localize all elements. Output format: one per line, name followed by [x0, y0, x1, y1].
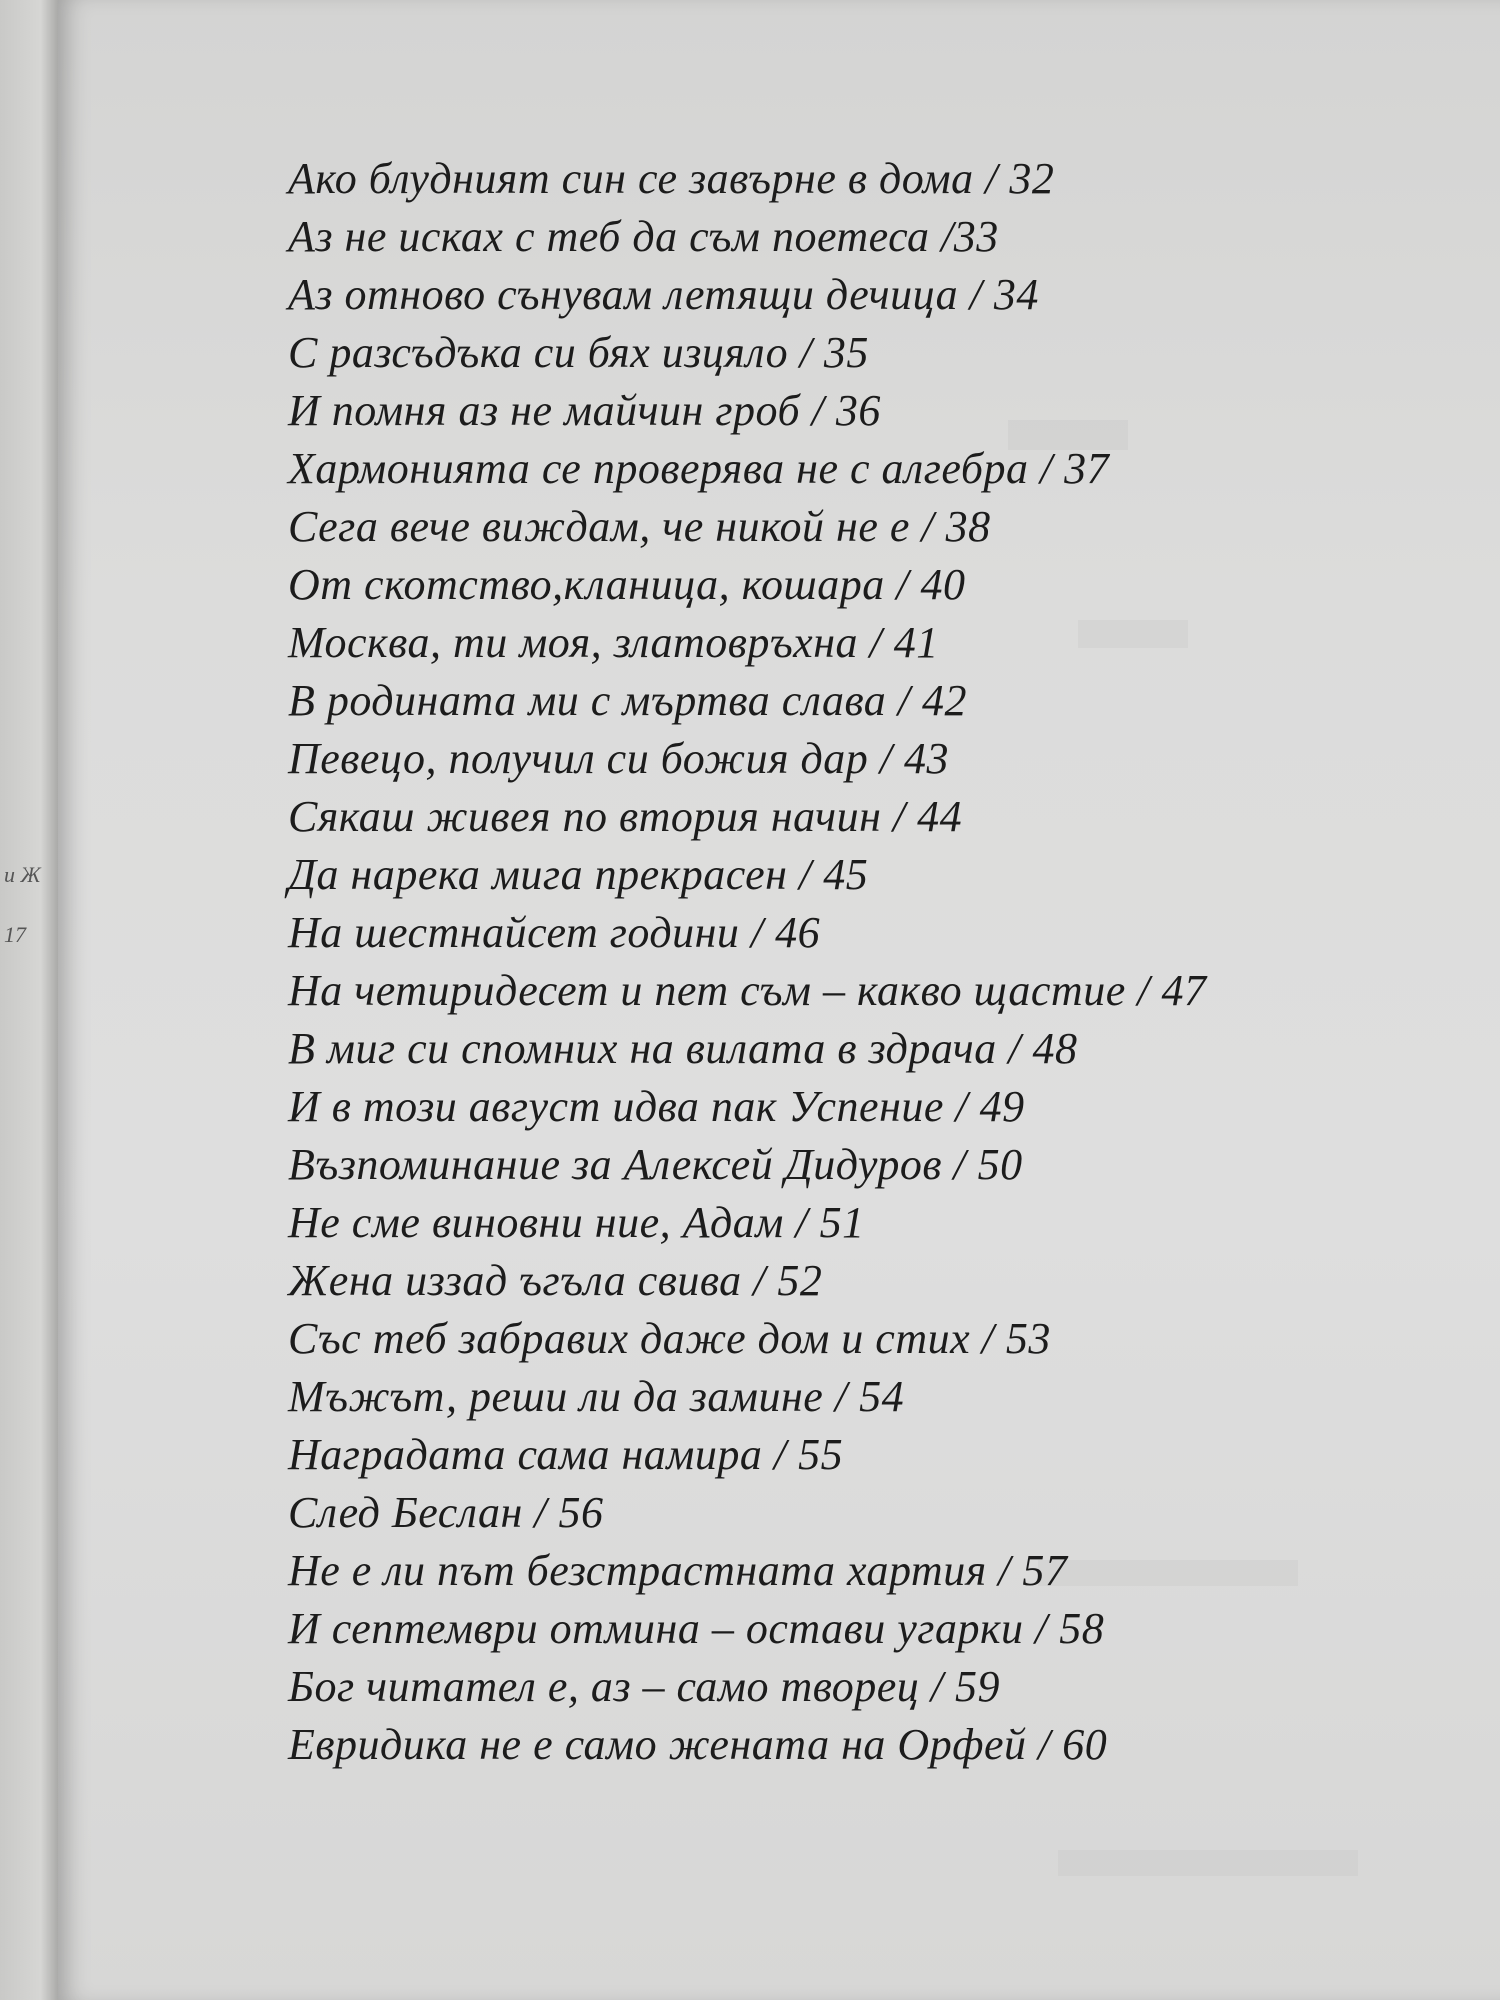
toc-entry: Наградата сама намира / 55: [288, 1430, 844, 1479]
toc-entry: И помня аз не майчин гроб / 36: [288, 386, 881, 435]
toc-entry: В родината ми с мъртва слава / 42: [288, 676, 967, 725]
toc-entry: След Беслан / 56: [288, 1488, 604, 1537]
adjacent-page-fragment: и Ж: [4, 862, 41, 887]
toc-entry: Не е ли път безстрастната хартия / 57: [288, 1546, 1068, 1595]
toc-entry: Москва, ти моя, златовръхна / 41: [288, 618, 939, 667]
toc-entry: Не сме виновни ние, Адам / 51: [288, 1198, 865, 1247]
toc-entry: Жена иззад ъгъла свива / 52: [288, 1256, 823, 1305]
toc-entry: И септември отмина – остави угарки / 58: [288, 1604, 1105, 1653]
table-of-contents: [288, 150, 1206, 1774]
toc-entry: На четиридесет и пет съм – какво щастие / 47: [288, 966, 1207, 1015]
adjacent-page-fragment: 17: [4, 922, 26, 947]
toc-entry: В миг си спомних на вилата в здрача / 48: [288, 1024, 1078, 1073]
toc-entry: Сякаш живея по втория начин / 44: [288, 792, 963, 841]
toc-entry: Бог читател е, аз – само творец / 59: [288, 1662, 1001, 1711]
toc-entry: Мъжът, реши ли да замине / 54: [288, 1372, 905, 1421]
toc-entry: Аз отново сънувам летящи дечица / 34: [288, 270, 1039, 319]
toc-entry: Със теб забравих даже дом и стих / 53: [288, 1314, 1051, 1363]
toc-entry: Хармонията се проверява не с алгебра / 37: [288, 444, 1110, 493]
adjacent-page-edge: [0, 0, 58, 2000]
toc-entry: С разсъдъка си бях изцяло / 35: [288, 328, 869, 377]
toc-entry: От скотство,кланица, кошара / 40: [288, 560, 966, 609]
toc-entry: Певецо, получил си божия дар / 43: [288, 734, 950, 783]
toc-entry: Евридика не е само жената на Орфей / 60: [288, 1720, 1108, 1769]
toc-entry: Аз не исках с теб да съм поетеса /33: [288, 212, 999, 261]
toc-entry: Ако блудният син се завърне в дома / 32: [288, 154, 1055, 203]
toc-entry: Да нарека мига прекрасен / 45: [288, 850, 869, 899]
toc-entry: Сега вече виждам, че никой не е / 38: [288, 502, 991, 551]
toc-entry: И в този август идва пак Успение / 49: [288, 1082, 1025, 1131]
bleed-through: [1058, 1850, 1358, 1876]
toc-entry: На шестнайсет години / 46: [288, 908, 821, 957]
toc-entry: Възпоминание за Алексей Дидуров / 50: [288, 1140, 1023, 1189]
book-page: [58, 0, 1500, 2000]
